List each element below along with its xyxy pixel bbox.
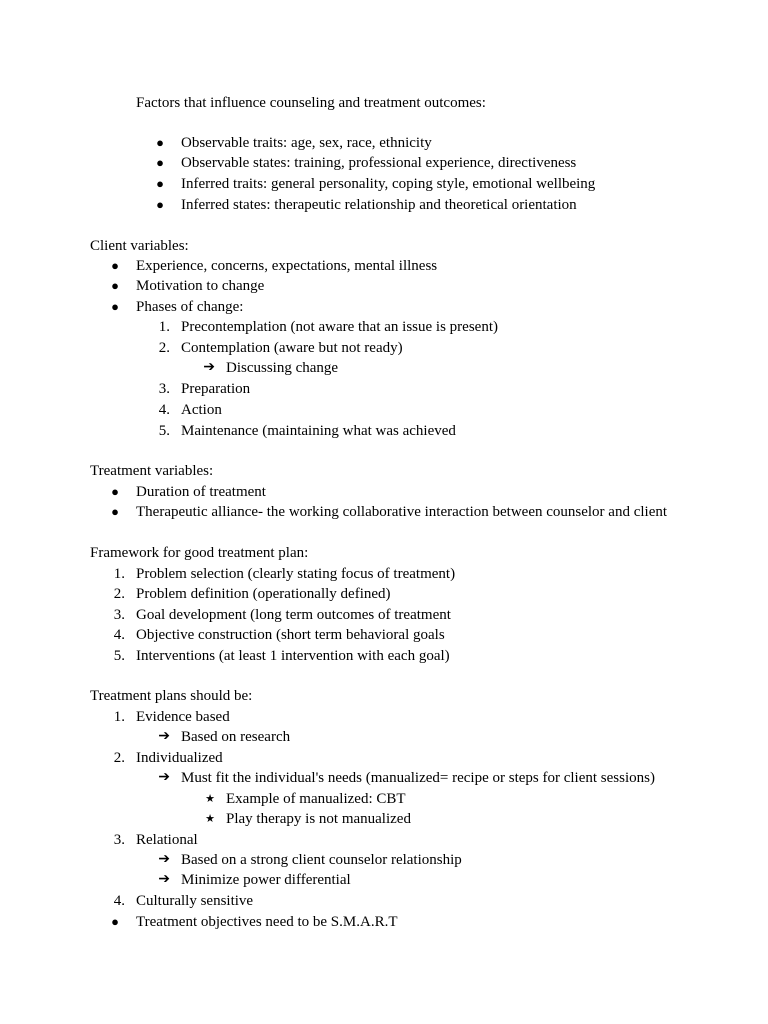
bullet-icon: ● [111,484,119,499]
sub-item-text: Must fit the individual's needs (manualized= recipe or steps for client sessions) [181,770,655,786]
treatment-heading-text: Treatment variables: [90,463,214,479]
bullet-icon: ● [156,135,164,150]
bullet-icon: ● [111,278,119,293]
star-icon: ★ [205,793,215,805]
bullet-icon: ● [111,258,119,273]
phase-text: Action [181,402,222,418]
arrow-icon: ➔ [158,872,170,887]
sub-item-text: Based on research [181,729,291,745]
bullet-icon: ● [156,176,164,191]
arrow-icon: ➔ [158,729,170,744]
number-marker: 3. [113,832,125,848]
arrow-icon: ➔ [203,360,215,375]
sub-item-text: Based on a strong client counselor relationship [181,852,462,868]
client-heading-text: Client variables: [90,238,189,254]
list-item-text: Experience, concerns, expectations, mental illness [136,258,438,274]
list-item-text: Motivation to change [136,278,265,294]
arrow-icon: ➔ [158,770,170,785]
phase-text: Preparation [181,381,251,397]
number-marker: 5. [113,648,125,664]
list-item-text: Duration of treatment [136,484,266,500]
phase-text: Contemplation (aware but not ready) [181,340,403,356]
number-marker: 3. [113,607,125,623]
framework-item-text: Objective construction (short term behavioral goals [136,627,445,643]
number-marker: 5. [158,423,170,439]
number-marker: 1. [113,566,125,582]
list-item-text: Inferred traits: general personality, coping style, emotional wellbeing [181,176,596,192]
list-item-text: Therapeutic alliance- the working collaborative interaction between counselor and client [136,504,668,520]
sub-sub-item-text: Example of manualized: CBT [226,791,406,807]
number-marker: 2. [158,340,170,356]
bullet-icon: ● [111,299,119,314]
framework-item-text: Goal development (long term outcomes of treatment [136,607,451,623]
bullet-icon: ● [156,197,164,212]
arrow-icon: ➔ [158,852,170,867]
list-item-text: Phases of change: [136,299,244,315]
list-item-text: Inferred states: therapeutic relationship and theoretical orientation [181,197,577,213]
bullet-icon: ● [156,155,164,170]
plans-item-text: Individualized [136,750,223,766]
plans-item-text: Evidence based [136,709,230,725]
number-marker: 3. [158,381,170,397]
phase-text: Precontemplation (not aware that an issue is present) [181,319,498,335]
plans-heading-text: Treatment plans should be: [90,688,253,704]
framework-item-text: Problem definition (operationally defined) [136,586,391,602]
star-icon: ★ [205,813,215,825]
framework-item-text: Interventions (at least 1 intervention with each goal) [136,648,450,664]
intro-heading-text: Factors that influence counseling and treatment outcomes: [136,95,486,111]
plans-item-text: Relational [136,832,198,848]
number-marker: 1. [113,709,125,725]
list-item-text: Treatment objectives need to be S.M.A.R.T [136,914,398,930]
number-marker: 2. [113,586,125,602]
sub-item-text: Minimize power differential [181,872,351,888]
framework-item-text: Problem selection (clearly stating focus of treatment) [136,566,456,582]
number-marker: 4. [113,627,125,643]
number-marker: 4. [113,893,125,909]
number-marker: 2. [113,750,125,766]
list-item-text: Observable states: training, professional experience, directiveness [181,155,577,171]
bullet-icon: ● [111,914,119,929]
number-marker: 4. [158,402,170,418]
number-marker: 1. [158,319,170,335]
phase-text: Maintenance (maintaining what was achieved [181,423,456,439]
plans-item-text: Culturally sensitive [136,893,254,909]
framework-heading-text: Framework for good treatment plan: [90,545,309,561]
bullet-icon: ● [111,504,119,519]
sub-sub-item-text: Play therapy is not manualized [226,811,411,827]
sub-item-text: Discussing change [226,360,339,376]
list-item-text: Observable traits: age, sex, race, ethnicity [181,135,432,151]
